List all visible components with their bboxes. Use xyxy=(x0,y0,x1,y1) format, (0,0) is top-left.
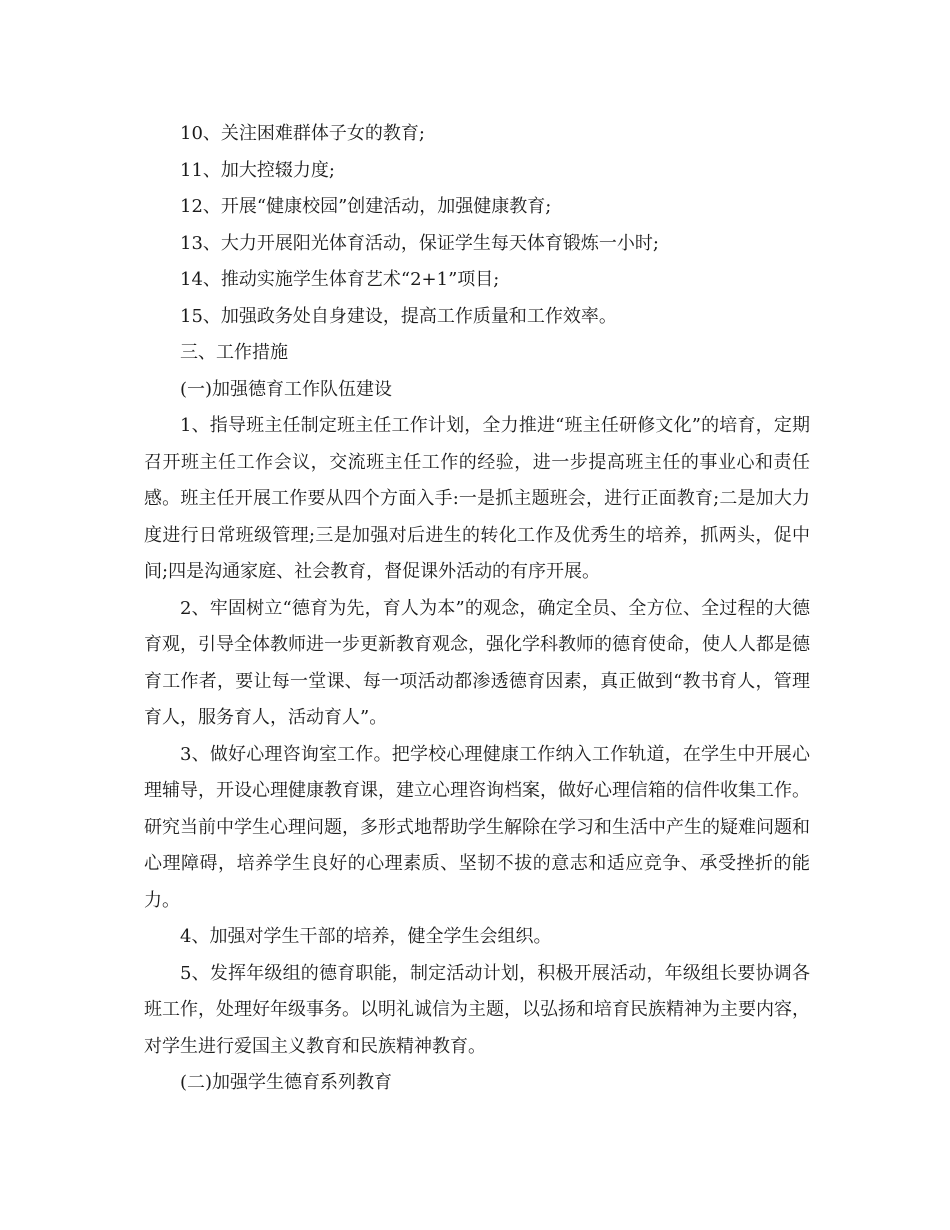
paragraph: 2、牢固树立“德育为先，育人为本”的观念，确定全员、全方位、全过程的大德育观，引导全体教师进一步更新教育观念，强化学科教师的德育使命，使人人都是德育工作者，要让每一堂课、每一项活动都渗透德育因素，真正做到“教书育人，管理育人，服务育人，活动育人”。 xyxy=(144,597,810,728)
paragraph: 4、加强对学生干部的培养，健全学生会组织。 xyxy=(180,926,552,947)
list-item: 13、大力开展阳光体育活动，保证学生每天体育锻炼一小时; xyxy=(180,232,659,254)
paragraph: 3、做好心理咨询室工作。把学校心理健康工作纳入工作轨道，在学生中开展心理辅导，开设心理健康教育课，建立心理咨询档案，做好心理信箱的信件收集工作。研究当前中学生心理问题，多形式地帮助学生解除在学习和生活中产生的疑难问题和心理障碍，培养学生良好的心理素质、坚韧不拔的意志和适应竞争、承受挫折的能力。 xyxy=(144,743,810,911)
subsection-heading: (二)加强学生德育系列教育 xyxy=(180,1072,393,1093)
paragraph: 1、指导班主任制定班主任工作计划，全力推进“班主任研修文化”的培育，定期召开班主任工作会议，交流班主任工作的经验，进一步提高班主任的事业心和责任感。班主任开展工作要从四个方面入手:一是抓主题班会，进行正面教育;二是加大力度进行日常班级管理;三是加强对后进生的转化工作及优秀生的培养，抓两头，促中间;四是沟通家庭、社会教育，督促课外活动的有序开展。 xyxy=(144,415,810,582)
list-item: 12、开展“健康校园”创建活动，加强健康教育; xyxy=(180,196,552,217)
list-item: 10、关注困难群体子女的教育; xyxy=(180,123,425,144)
list-item: 15、加强政务处自身建设，提高工作质量和工作效率。 xyxy=(180,305,617,327)
paragraph: 5、发挥年级组的德育职能，制定活动计划，积极开展活动，年级组长要协调各班工作，处理好年级事务。以明礼诚信为主题，以弘扬和培育民族精神为主要内容，对学生进行爱国主义教育和民族精神教育。 xyxy=(144,962,810,1057)
section-heading: 三、工作措施 xyxy=(180,342,288,363)
list-item: 11、加大控辍力度; xyxy=(180,159,335,181)
subsection-heading: (一)加强德育工作队伍建设 xyxy=(180,378,393,400)
list-item: 14、推动实施学生体育艺术“2+1”项目; xyxy=(180,269,500,290)
document-body xyxy=(144,116,810,1102)
